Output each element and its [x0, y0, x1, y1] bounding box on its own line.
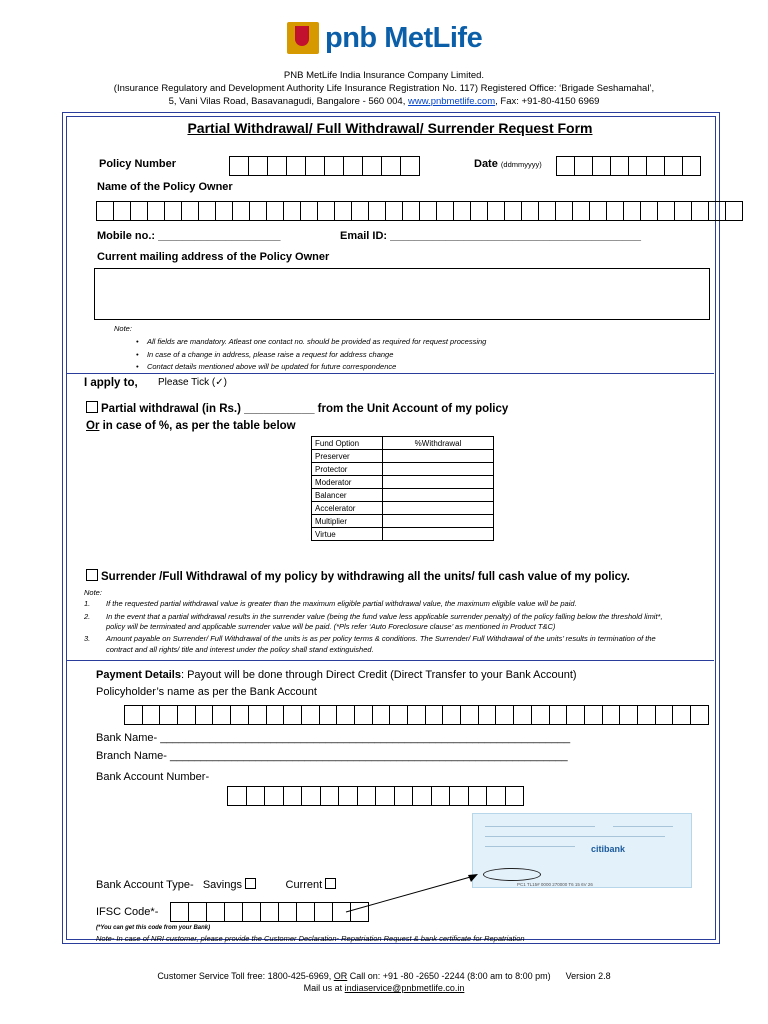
- holder-name-label: Policyholder’s name as per the Bank Account: [96, 686, 317, 698]
- address-box[interactable]: [94, 268, 710, 320]
- policy-number-boxes[interactable]: [229, 156, 420, 176]
- fund-name: Balancer: [312, 489, 383, 502]
- ifsc-note: (*You can get this code from your Bank): [96, 925, 211, 931]
- table-row: [312, 515, 494, 528]
- withdrawal-cell[interactable]: [383, 463, 494, 476]
- account-type-row: Bank Account Type- Savings Current: [96, 878, 338, 891]
- withdrawal-header: %Withdrawal: [383, 437, 494, 450]
- fund-name: Moderator: [312, 476, 383, 489]
- section-divider: [66, 660, 714, 661]
- owner-name-boxes[interactable]: [96, 201, 743, 221]
- table-header-row: [312, 437, 494, 450]
- footer-contact: Customer Service Toll free: 1800-425-6969, OR Call on: +91 -80 -2650 -2244 (8:00 am to 8:00 pm) Version 2.8: [157, 971, 611, 981]
- date-label: Date (ddmmyyyy): [474, 158, 542, 170]
- withdrawal-cell[interactable]: [383, 476, 494, 489]
- cheque-micr: PC1 TL15# 0000 270000 T6 15 6V 26: [517, 882, 593, 887]
- surrender-note-2-cont: policy will be terminated and applicable surrender value will be paid. (*Pls refer ‘Auto Foreclosure clause’ as mentioned in Product T&C): [106, 622, 556, 631]
- holder-name-boxes[interactable]: [124, 705, 709, 725]
- percentage-option-line: Or in case of %, as per the table below: [86, 420, 296, 432]
- table-row: [312, 528, 494, 541]
- registration-line: (Insurance Regulatory and Development Authority Life Insurance Registration No. 117) Registered Office: ‘Brigade Seshamahal’,: [113, 83, 655, 94]
- surrender-note-3-cont: contract and all rights/ title and interest under the policy shall stand extinguished.: [106, 645, 374, 654]
- fund-option-header: Fund Option: [312, 437, 383, 450]
- table-row: [312, 450, 494, 463]
- withdrawal-cell[interactable]: [383, 450, 494, 463]
- table-row: [312, 502, 494, 515]
- ifsc-boxes[interactable]: [170, 902, 369, 922]
- fund-name: Preserver: [312, 450, 383, 463]
- version-label: Version 2.8: [565, 971, 611, 981]
- address-text: 5, Vani Vilas Road, Basavanagudi, Bangalore - 560 004,: [168, 96, 408, 107]
- withdrawal-cell[interactable]: [383, 502, 494, 515]
- fund-name: Accelerator: [312, 502, 383, 515]
- fund-name: Virtue: [312, 528, 383, 541]
- surrender-note-2: 2. In the event that a partial withdrawal results in the surrender value (being the fund value less applicable surrender penalty) of the policy falling below the threshold limit*,: [84, 612, 663, 621]
- ifsc-highlight: [483, 868, 541, 881]
- partial-withdrawal-option[interactable]: Partial withdrawal (in Rs.) ___________ from the Unit Account of my policy: [86, 401, 508, 415]
- fund-table: [311, 436, 494, 541]
- address-line: [0, 95, 768, 108]
- savings-option[interactable]: Savings: [203, 879, 258, 891]
- please-tick-label: Please Tick (✓): [158, 377, 227, 388]
- apply-to-label: I apply to,: [84, 377, 138, 389]
- current-checkbox[interactable]: [325, 878, 336, 889]
- cheque-bank-name: citibank: [591, 844, 626, 854]
- withdrawal-cell[interactable]: [383, 515, 494, 528]
- company-logo: [287, 22, 487, 62]
- section-divider: [66, 373, 714, 374]
- email-field[interactable]: Email ID: _________________________________________: [340, 230, 641, 242]
- surrender-note-1: 1. If the requested partial withdrawal value is greater than the maximum eligible partial withdrawal value, the maximum eligible value will be paid.: [84, 599, 577, 608]
- fund-name: Multiplier: [312, 515, 383, 528]
- surrender-checkbox[interactable]: [86, 569, 98, 581]
- date-format: (ddmmyyyy): [500, 160, 542, 169]
- withdrawal-cell[interactable]: [383, 489, 494, 502]
- nri-note: Note- In case of NRI customer, please provide the Customer Declaration- Repatriation Request & bank certificate for Repatriation: [96, 934, 525, 943]
- service-email-link[interactable]: indiaservice@pnbmetlife.co.in: [344, 983, 465, 993]
- partial-withdrawal-checkbox[interactable]: [86, 401, 98, 413]
- note-item: • Contact details mentioned above will be updated for future correspondence: [136, 362, 397, 371]
- policy-number-label: Policy Number: [99, 158, 177, 170]
- note-item: • All fields are mandatory. Atleast one contact no. should be provided as required for request processing: [136, 337, 487, 346]
- mobile-field[interactable]: Mobile no.: ____________________: [97, 230, 281, 242]
- bank-name-field[interactable]: Bank Name- ___________________________________________________________________: [96, 732, 571, 744]
- company-name: PNB MetLife India Insurance Company Limited.: [283, 70, 485, 81]
- owner-name-label: Name of the Policy Owner: [97, 181, 233, 193]
- website-link[interactable]: www.pnbmetlife.com: [408, 96, 496, 107]
- savings-checkbox[interactable]: [245, 878, 256, 889]
- current-option[interactable]: Current: [286, 879, 339, 891]
- sample-cheque-image: [472, 813, 692, 888]
- table-row: [312, 489, 494, 502]
- surrender-option[interactable]: Surrender /Full Withdrawal of my policy by withdrawing all the units/ full cash value of my policy.: [86, 569, 630, 583]
- footer-mail: Mail us at indiaservice@pnbmetlife.co.in: [303, 983, 465, 993]
- surrender-note-3: 3. Amount payable on Surrender/ Full Withdrawal of the units is as per policy terms & conditions. The Surrender/ Full Withdrawal of the units’ results in termination of the: [84, 634, 656, 643]
- logo-text: pnb MetLife: [325, 22, 483, 54]
- surrender-note-label: Note:: [84, 588, 102, 597]
- branch-name-field[interactable]: Branch Name- _________________________________________________________________: [96, 750, 568, 762]
- fund-name: Protector: [312, 463, 383, 476]
- note-item: • In case of a change in address, please raise a request for address change: [136, 350, 394, 359]
- withdrawal-cell[interactable]: [383, 528, 494, 541]
- table-row: [312, 463, 494, 476]
- fax-text: , Fax: +91-80-4150 6969: [495, 96, 600, 107]
- form-title: Partial Withdrawal/ Full Withdrawal/ Surrender Request Form: [187, 120, 593, 136]
- date-boxes[interactable]: [556, 156, 701, 176]
- ifsc-label: IFSC Code*-: [96, 906, 159, 918]
- pnb-logo-icon: [287, 22, 319, 54]
- payment-details-line: Payment Details: Payout will be done through Direct Credit (Direct Transfer to your Bank Account): [96, 669, 577, 681]
- note-label: Note:: [114, 324, 132, 333]
- account-number-label: Bank Account Number-: [96, 771, 210, 783]
- table-row: [312, 476, 494, 489]
- address-label: Current mailing address of the Policy Owner: [97, 251, 330, 263]
- account-number-boxes[interactable]: [227, 786, 524, 806]
